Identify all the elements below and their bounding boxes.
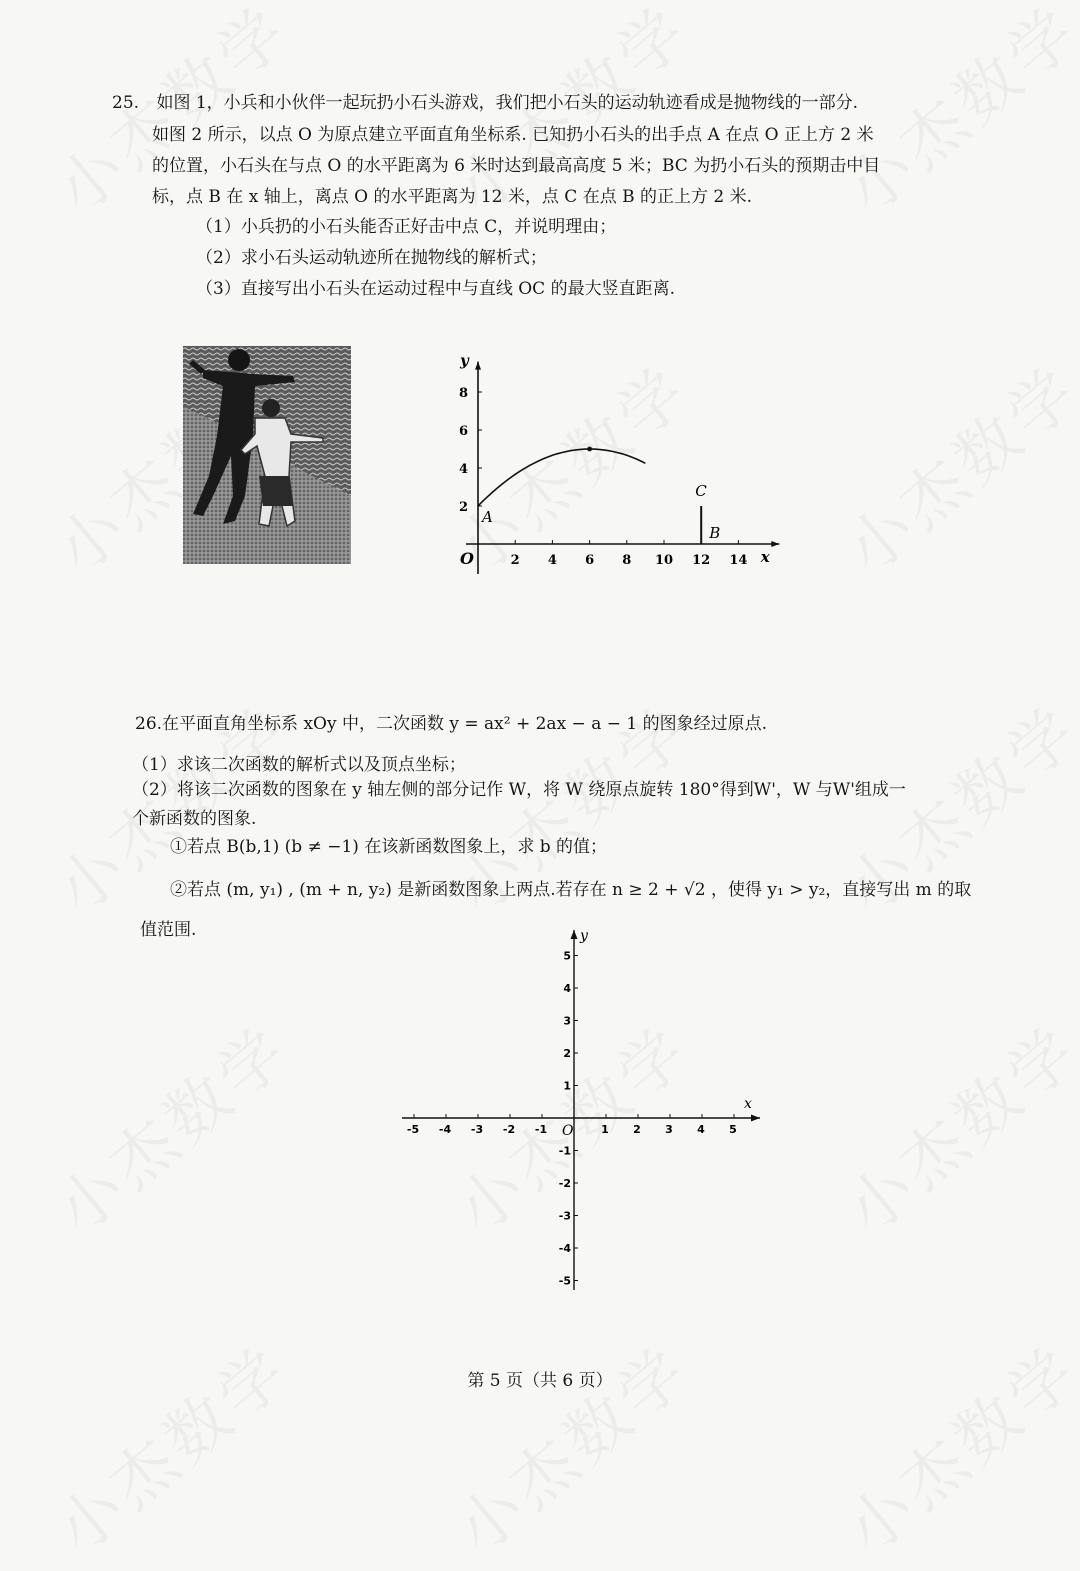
vertex-point (587, 447, 592, 452)
y-axis-arrow (571, 930, 578, 939)
q26-part-2-line-1: （2）将该二次函数的图象在 y 轴左侧的部分记作 W，将 W 绕原点旋转 180°得到W'，W 与W'组成一 (132, 780, 906, 800)
origin-label: O (562, 1123, 574, 1139)
watermark (823, 341, 1080, 591)
x-tick-label: 8 (622, 553, 632, 568)
x-axis-arrow (751, 1115, 760, 1122)
y-tick-label: -4 (558, 1242, 571, 1255)
q25-line-1 (112, 92, 858, 114)
q25-line-4: 标，点 B 在 x 轴上，离点 O 的水平距离为 12 米，点 C 在点 B 的正上方 2 米. (152, 187, 753, 207)
q26-part-2-line-2: 个新函数的图象. (132, 809, 257, 829)
y-tick-label: 6 (458, 424, 468, 439)
y-tick-label: 5 (563, 949, 571, 963)
point-c-label: C (695, 482, 707, 500)
q26-coordinate-plane (398, 922, 768, 1302)
y-tick-label: 1 (563, 1079, 571, 1093)
y-axis-label: y (460, 351, 469, 370)
q25-text: 如图 1，小兵和小伙伴一起玩扔小石头游戏，我们把小石头的运动轨迹看成是抛物线的一部分. (156, 93, 859, 113)
y-axis-arrow (475, 362, 481, 370)
x-tick-label: 2 (510, 553, 520, 568)
y-tick-label: 4 (458, 462, 468, 477)
q25-number: 25. (112, 93, 140, 113)
y-tick-label: 4 (563, 982, 571, 995)
y-tick-label: 3 (563, 1014, 571, 1028)
x-tick-label: -1 (534, 1123, 548, 1136)
x-axis-arrow (771, 541, 779, 547)
x-tick-label: 5 (729, 1123, 737, 1136)
watermark (33, 1001, 307, 1251)
x-tick-label: 12 (692, 553, 711, 568)
watermark (433, 1321, 707, 1571)
point-a-label: A (482, 508, 493, 526)
x-tick-label: -4 (438, 1123, 452, 1136)
y-tick-label: -2 (558, 1177, 571, 1190)
x-tick-label: -5 (406, 1123, 420, 1136)
x-tick-label: -2 (502, 1123, 516, 1136)
x-tick-label: 6 (585, 553, 595, 568)
watermark (823, 1321, 1080, 1571)
watermark (33, 1321, 307, 1571)
watermark (823, 0, 1080, 231)
q25-part-3: （3）直接写出小石头在运动过程中与直线 OC 的最大竖直距离. (196, 279, 675, 299)
x-tick-label: 10 (654, 553, 674, 568)
q26-sub-1: ①若点 B(b,1) (b ≠ −1) 在该新函数图象上，求 b 的值； (170, 837, 608, 857)
y-tick-label: -5 (558, 1274, 571, 1288)
x-axis-label: x (760, 548, 770, 566)
q26-sub-2-line-2: 值范围. (140, 920, 197, 940)
point-b-label: B (709, 524, 721, 542)
q26-header: 26.在平面直角坐标系 xOy 中，二次函数 y = ax² + 2ax − a − 1 的图象经过原点. (135, 714, 768, 734)
q25-part-2: （2）求小石头运动轨迹所在抛物线的解析式； (196, 248, 547, 268)
figure-2-chart (448, 336, 788, 576)
y-tick-label: 8 (458, 386, 468, 401)
x-tick-label: 4 (697, 1123, 705, 1136)
x-tick-label: 14 (729, 553, 748, 568)
y-tick-label: -3 (558, 1209, 571, 1223)
x-axis-label: x (744, 1096, 752, 1112)
q25-line-3: 的位置，小石头在与点 O 的水平距离为 6 米时达到最高高度 5 米；BC 为扔小石头的预期击中目 (152, 156, 881, 176)
y-tick-label: -1 (558, 1144, 571, 1158)
y-tick-label: 2 (458, 500, 468, 515)
x-tick-label: 1 (601, 1123, 609, 1136)
origin-label: O (460, 549, 474, 568)
q25-part-1: （1）小兵扔的小石头能否正好击中点 C，并说明理由； (196, 217, 617, 237)
q25-line-2: 如图 2 所示，以点 O 为原点建立平面直角坐标系. 已知扔小石头的出手点 A 在点 O 正上方 2 米 (152, 125, 874, 145)
y-tick-label: 2 (563, 1047, 571, 1060)
x-tick-label: 3 (665, 1123, 673, 1136)
trajectory-curve (478, 449, 645, 506)
figure-1-photo (183, 346, 351, 564)
watermark (823, 1001, 1080, 1251)
q26-sub-2-line-1: ②若点 (m, y₁) , (m + n, y₂) 是新函数图象上两点.若存在 n ≥ 2 + √2 ，使得 y₁ > y₂，直接写出 m 的取 (170, 880, 972, 900)
q26-part-1: （1）求该二次函数的解析式以及顶点坐标； (132, 755, 466, 775)
y-axis-label: y (580, 928, 588, 944)
x-tick-label: 4 (547, 553, 557, 568)
page-footer: 第 5 页（共 6 页） (467, 1371, 613, 1391)
x-tick-label: -3 (470, 1123, 484, 1136)
x-tick-label: 2 (633, 1123, 641, 1136)
